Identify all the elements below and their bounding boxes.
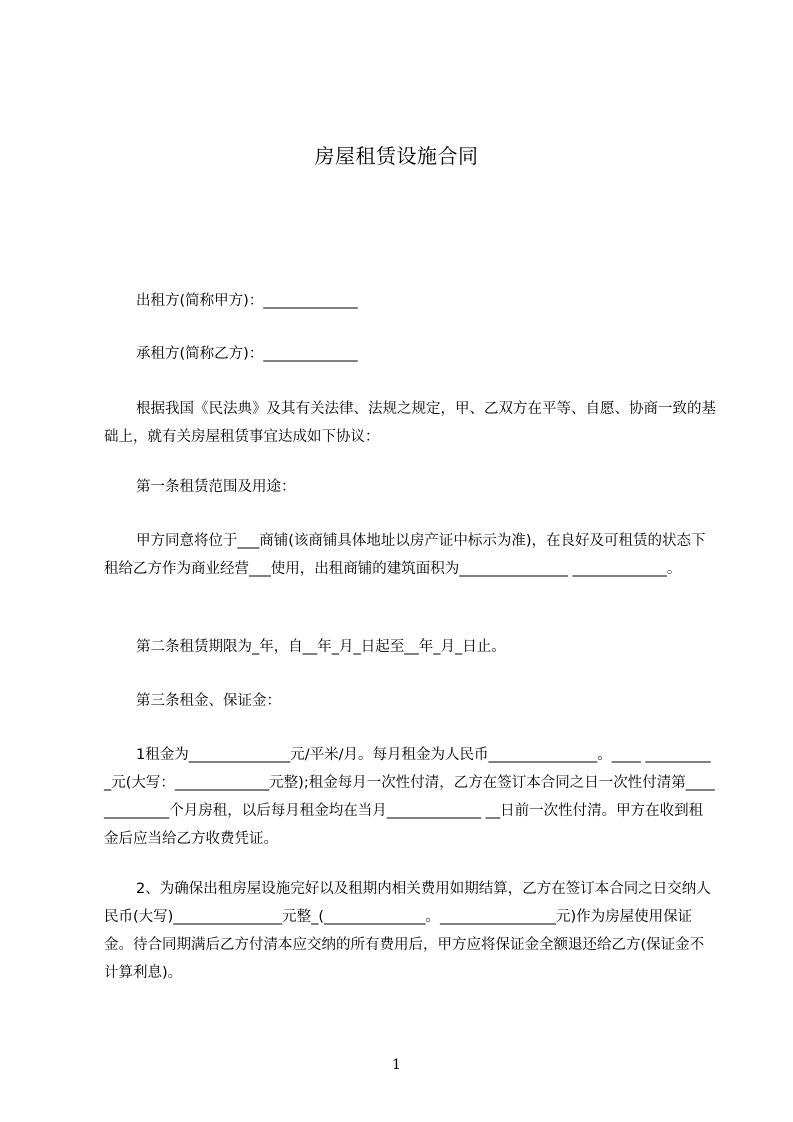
article-3-deposit-paragraph: 2、为确保出租房屋设施完好以及租期内相关费用如期结算，乙方在签订本合同之日交纳人民币(大写)_______________元整_(______________。________________元)作为房屋使用保证金。待合同期满后乙方付清本应交纳的所有费用后，甲方应将保证金全额退还给乙方(保证金不计算利息)。 bbox=[104, 881, 711, 981]
lessee-line: 承租方(简称乙方)：_____________ bbox=[136, 346, 358, 362]
article-1-body: 甲方同意将位于___商铺(该商铺具体地址以房产证中标示为准)，在良好及可租赁的状态下租给乙方作为商业经营___使用，出租商铺的建筑面积为_______________ _____________。 bbox=[104, 533, 706, 577]
document-title: 房屋租赁设施合同 bbox=[314, 144, 479, 168]
article-3-rent-paragraph: 1租金为______________元/平米/月。每月租金为人民币_______________。____ __________元(大写：_____________元整);租金每月一次性付清，乙方在签订本合同之日一次性付清第_____________个月房租，以后每月租金均在当月_____________ __日前一次性付清。甲方在收到租金后应当给乙方收费凭证。 bbox=[104, 747, 715, 847]
preamble-paragraph: 根据我国《民法典》及其有关法律、法规之规定，甲、乙双方在平等、自愿、协商一致的基础上，就有关房屋租赁事宜达成如下协议： bbox=[104, 401, 716, 445]
lessor-line: 出租方(简称甲方)：_____________ bbox=[136, 293, 358, 309]
page-number: 1 bbox=[392, 1057, 401, 1073]
article-3-heading: 第三条租金、保证金： bbox=[136, 693, 281, 709]
article-2-paragraph: 第二条租赁期限为_年，自__年_月_日起至__年_月_日止。 bbox=[136, 639, 506, 655]
article-1-heading: 第一条租赁范围及用途： bbox=[136, 479, 296, 495]
